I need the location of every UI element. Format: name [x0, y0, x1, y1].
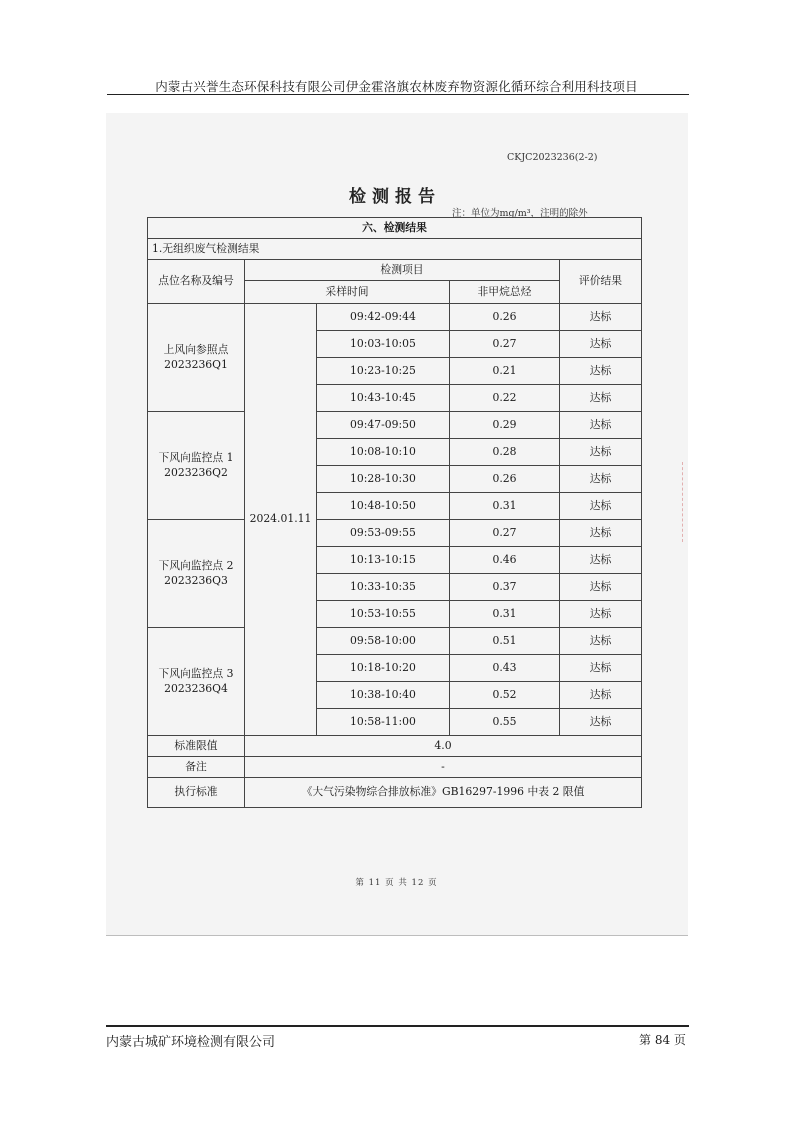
nmhc-value: 0.21: [450, 358, 560, 385]
nmhc-value: 0.27: [450, 520, 560, 547]
seal-edge-mark: [682, 462, 689, 542]
standard-limit-row: [148, 736, 642, 757]
nmhc-value: 0.27: [450, 331, 560, 358]
nmhc-value: 0.37: [450, 574, 560, 601]
report-code: CKJC2023236(2-2): [507, 152, 598, 163]
nmhc-value: 0.22: [450, 385, 560, 412]
sampling-time: 10:13-10:15: [317, 547, 450, 574]
sampling-time: 09:53-09:55: [317, 520, 450, 547]
nmhc-value: 0.28: [450, 439, 560, 466]
execution-standard-label: 执行标准: [148, 778, 245, 808]
evaluation-result: 达标: [560, 574, 642, 601]
evaluation-result: 达标: [560, 547, 642, 574]
unit-note: 注：单位为mg/m³，注明的除外: [452, 208, 588, 219]
evaluation-result: 达标: [560, 331, 642, 358]
evaluation-result: 达标: [560, 466, 642, 493]
point-cell: [148, 628, 245, 736]
remark-value: -: [245, 757, 642, 778]
report-page-number: 第 11 页 共 12 页: [355, 878, 438, 888]
footer-divider: [106, 1025, 689, 1027]
point-code: 2023236Q4: [164, 681, 228, 695]
evaluation-result: 达标: [560, 520, 642, 547]
point-name: 下风向监控点 3: [158, 666, 234, 680]
footer-page-number: 第 84 页: [639, 1033, 686, 1047]
sampling-time: 09:42-09:44: [317, 304, 450, 331]
nmhc-value: 0.29: [450, 412, 560, 439]
point-cell: [148, 520, 245, 628]
header-point-name: 点位名称及编号: [148, 260, 245, 304]
nmhc-value: 0.51: [450, 628, 560, 655]
execution-standard-value: 《大气污染物综合排放标准》GB16297-1996 中表 2 限值: [245, 778, 642, 808]
sampling-time: 10:43-10:45: [317, 385, 450, 412]
header-nmhc: 非甲烷总烃: [450, 281, 560, 304]
nmhc-value: 0.46: [450, 547, 560, 574]
table-row: [148, 628, 642, 655]
sampling-time: 09:47-09:50: [317, 412, 450, 439]
sampling-time: 10:18-10:20: [317, 655, 450, 682]
point-code: 2023236Q1: [164, 357, 228, 371]
sampling-time: 10:53-10:55: [317, 601, 450, 628]
evaluation-result: 达标: [560, 385, 642, 412]
table-row: [148, 304, 642, 331]
sampling-time: 10:48-10:50: [317, 493, 450, 520]
sampling-time: 10:23-10:25: [317, 358, 450, 385]
sampling-date: 2024.01.11: [245, 304, 317, 736]
execution-standard-row: [148, 778, 642, 808]
evaluation-result: 达标: [560, 358, 642, 385]
document-header-title: 内蒙古兴誉生态环保科技有限公司伊金霍洛旗农林废弃物资源化循环综合利用科技项目: [155, 79, 638, 94]
header-evaluation: 评价结果: [560, 260, 642, 304]
standard-limit-value: 4.0: [245, 736, 642, 757]
point-name: 下风向监控点 2: [158, 558, 234, 572]
standard-limit-label: 标准限值: [148, 736, 245, 757]
evaluation-result: 达标: [560, 304, 642, 331]
evaluation-result: 达标: [560, 628, 642, 655]
header-sampling-time: 采样时间: [245, 281, 450, 304]
sampling-time: 10:08-10:10: [317, 439, 450, 466]
results-table: [147, 217, 642, 808]
nmhc-value: 0.26: [450, 304, 560, 331]
nmhc-value: 0.52: [450, 682, 560, 709]
evaluation-result: 达标: [560, 601, 642, 628]
nmhc-value: 0.26: [450, 466, 560, 493]
point-name: 上风向参照点: [163, 342, 229, 356]
point-code: 2023236Q3: [164, 573, 228, 587]
point-name: 下风向监控点 1: [158, 450, 234, 464]
sampling-time: 10:03-10:05: [317, 331, 450, 358]
report-title: 检测报告: [349, 187, 441, 207]
sampling-time: 10:33-10:35: [317, 574, 450, 601]
nmhc-value: 0.43: [450, 655, 560, 682]
section-title: 六、检测结果: [148, 218, 642, 239]
table-row: [148, 520, 642, 547]
nmhc-value: 0.31: [450, 493, 560, 520]
evaluation-result: 达标: [560, 412, 642, 439]
sampling-time: 09:58-10:00: [317, 628, 450, 655]
point-cell: [148, 412, 245, 520]
subsection-title: 1.无组织废气检测结果: [148, 239, 642, 260]
nmhc-value: 0.55: [450, 709, 560, 736]
remark-row: [148, 757, 642, 778]
point-cell: [148, 304, 245, 412]
table-row: [148, 412, 642, 439]
footer-company: 内蒙古城矿环境检测有限公司: [106, 1035, 276, 1050]
evaluation-result: 达标: [560, 709, 642, 736]
sampling-time: 10:58-11:00: [317, 709, 450, 736]
header-divider: [107, 94, 689, 95]
header-test-items: 检测项目: [245, 260, 560, 281]
nmhc-value: 0.31: [450, 601, 560, 628]
evaluation-result: 达标: [560, 439, 642, 466]
sampling-time: 10:28-10:30: [317, 466, 450, 493]
evaluation-result: 达标: [560, 682, 642, 709]
remark-label: 备注: [148, 757, 245, 778]
sampling-time: 10:38-10:40: [317, 682, 450, 709]
point-code: 2023236Q2: [164, 465, 228, 479]
evaluation-result: 达标: [560, 655, 642, 682]
evaluation-result: 达标: [560, 493, 642, 520]
